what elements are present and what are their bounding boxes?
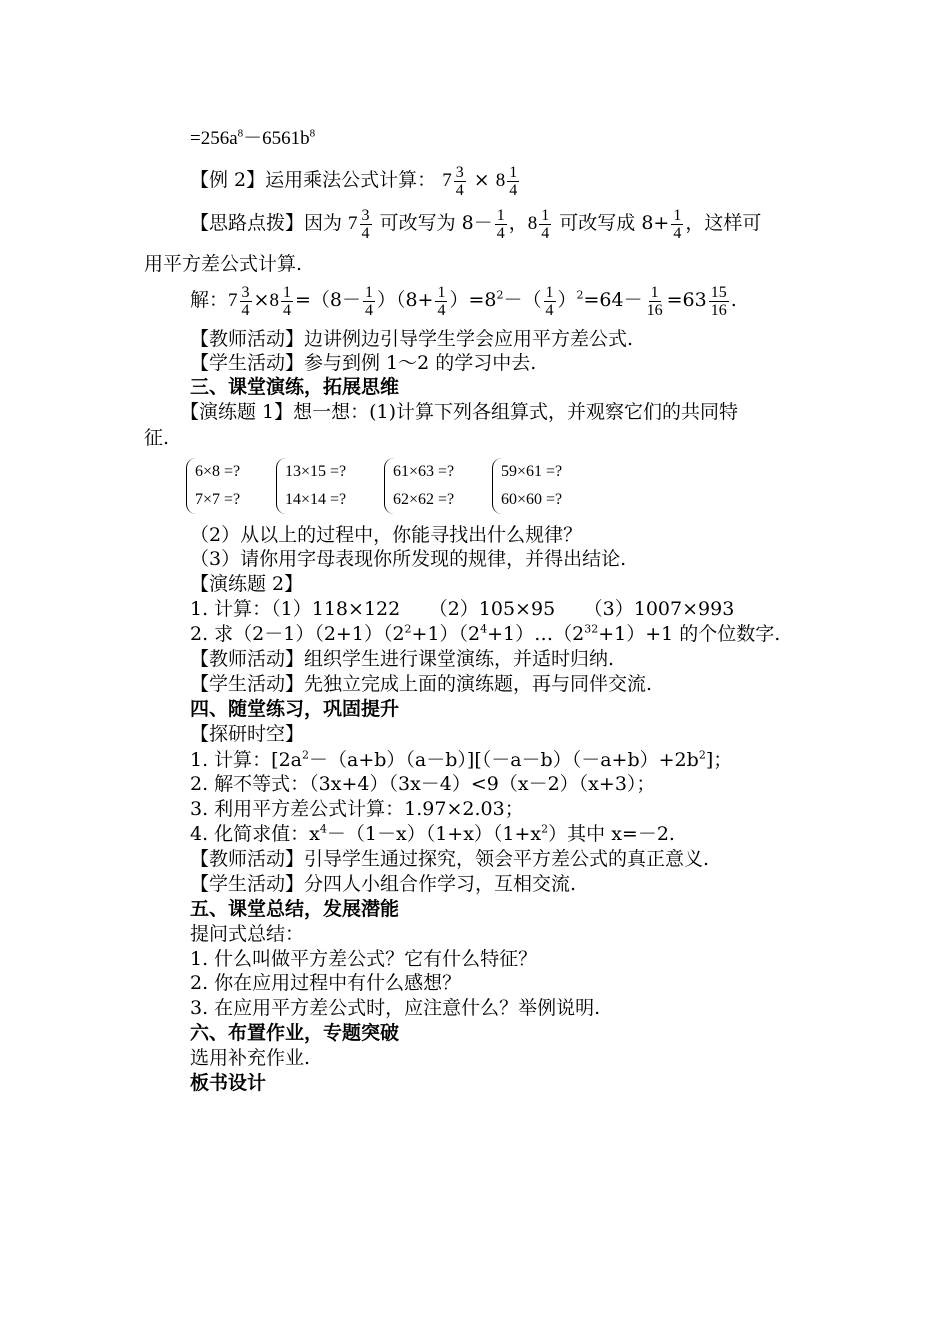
fraction: $\frac{1}{4}$ bbox=[364, 283, 373, 319]
hint-paragraph: 【思路点拨】因为 7 $\frac{3}{4}$ 可改写为 8－ $\frac{1}{4}$ ，8 $\frac{1}{4}$ 可改写成 8+ $\frac{1}{4}$ ，这样可 bbox=[190, 206, 762, 242]
question-2: （2）从以上的过程中，你能寻找出什么规律？ bbox=[190, 524, 583, 546]
fraction: $\frac{3}{4}$ bbox=[241, 283, 250, 319]
example-2: 【例 2】运用乘法公式计算： 7 $\frac{3}{4}$ × 8 $\frac{1}{4}$ bbox=[190, 163, 518, 199]
board-design-heading: 板书设计 bbox=[190, 1072, 267, 1094]
teacher-activity: 【教师活动】组织学生进行课堂演练，并适时归纳. bbox=[190, 648, 615, 670]
drill-1-line: 【演练题 1】想一想：(1)计算下列各组算式，并观察它们的共同特 bbox=[180, 401, 739, 423]
fraction: $\frac{1}{4}$ bbox=[541, 206, 550, 242]
teacher-activity: 【教师活动】边讲例边引导学生学会应用平方差公式. bbox=[190, 328, 634, 350]
fraction: $\frac{1}{4}$ bbox=[545, 283, 554, 319]
exercise-1: 1. 计算：$[2a^2-(a+b)(a-b)][(-a-b)(-a+b)+2b^2]$； bbox=[190, 748, 733, 771]
student-activity: 【学生活动】参与到例 1～2 的学习中去. bbox=[190, 352, 537, 374]
equation-system: 61×63 =? 62×62 =? bbox=[384, 458, 454, 514]
section-heading: 五、课堂总结，发展潜能 bbox=[190, 898, 400, 920]
formula-line: $=256a^8-6561b^8$ bbox=[190, 127, 316, 149]
solution-line: 解：7 $\frac{3}{4}$ ×8 $\frac{1}{4}$ =（8－ $\frac{1}{4}$ ）（8+ $\frac{1}{4}$ ）$=8^2-$（ $\frac{1}{4}$ ）$^2$=64－ $\frac{1}{16}$ =63 $\frac{15}{16}$ . bbox=[190, 283, 737, 319]
summary-item: 1. 什么叫做平方差公式？它有什么特征？ bbox=[190, 948, 538, 970]
drill-2-item-1: 1. 计算：（1）118×122 （2）105×95 （3）1007×993 bbox=[190, 598, 735, 620]
exercise-3: 3. 利用平方差公式计算：1.97×2.03； bbox=[190, 798, 524, 820]
equation-system: 59×61 =? 60×60 =? bbox=[492, 458, 562, 514]
explore-heading: 【探研时空】 bbox=[190, 723, 305, 745]
drill-1-continuation: 征. bbox=[144, 427, 170, 449]
question-3: （3）请你用字母表现你所发现的规律，并得出结论. bbox=[190, 548, 627, 570]
fraction: $\frac{1}{4}$ bbox=[437, 283, 446, 319]
summary-intro: 提问式总结： bbox=[190, 923, 305, 945]
drill-2-heading: 【演练题 2】 bbox=[190, 573, 304, 595]
student-activity: 【学生活动】分四人小组合作学习，互相交流. bbox=[190, 873, 577, 895]
equation-system: 13×15 =? 14×14 =? bbox=[276, 458, 346, 514]
summary-item: 3. 在应用平方差公式时，应注意什么？举例说明. bbox=[190, 997, 601, 1019]
student-activity: 【学生活动】先独立完成上面的演练题，再与同伴交流. bbox=[190, 673, 653, 695]
fraction: $\frac{15}{16}$ bbox=[710, 283, 727, 319]
hint-continuation: 用平方差公式计算. bbox=[144, 253, 303, 275]
section-heading: 三、课堂演练，拓展思维 bbox=[190, 376, 400, 398]
fraction: $\frac{3}{4}$ bbox=[455, 163, 464, 199]
fraction: $\frac{1}{4}$ bbox=[496, 206, 505, 242]
fraction: $\frac{1}{4}$ bbox=[673, 206, 682, 242]
fraction: $\frac{3}{4}$ bbox=[361, 206, 370, 242]
fraction: $\frac{1}{4}$ bbox=[509, 163, 518, 199]
section-heading: 四、随堂练习，巩固提升 bbox=[190, 698, 400, 720]
fraction: $\frac{1}{4}$ bbox=[282, 283, 291, 319]
teacher-activity: 【教师活动】引导学生通过探究，领会平方差公式的真正意义. bbox=[190, 848, 710, 870]
exercise-4: 4. 化简求值：$x^4-(1-x)(1+x)(1+x^2)$其中 x=－2. bbox=[190, 822, 675, 845]
exercise-2: 2. 解不等式：（3x+4）（3x－4）<9（x－2）（x+3）； bbox=[190, 773, 656, 795]
drill-2-item-2: 2. 求$(2-1)(2+1)(2^2+1)(2^4+1)\dots(2^{32}+1)+1$ 的个位数字. bbox=[190, 622, 781, 645]
fraction: $\frac{1}{16}$ bbox=[646, 283, 663, 319]
homework-text: 选用补充作业. bbox=[190, 1047, 311, 1069]
equation-system: 6×8 =? 7×7 =? bbox=[186, 458, 240, 514]
section-heading: 六、布置作业，专题突破 bbox=[190, 1022, 400, 1044]
summary-item: 2. 你在应用过程中有什么感想？ bbox=[190, 972, 462, 994]
